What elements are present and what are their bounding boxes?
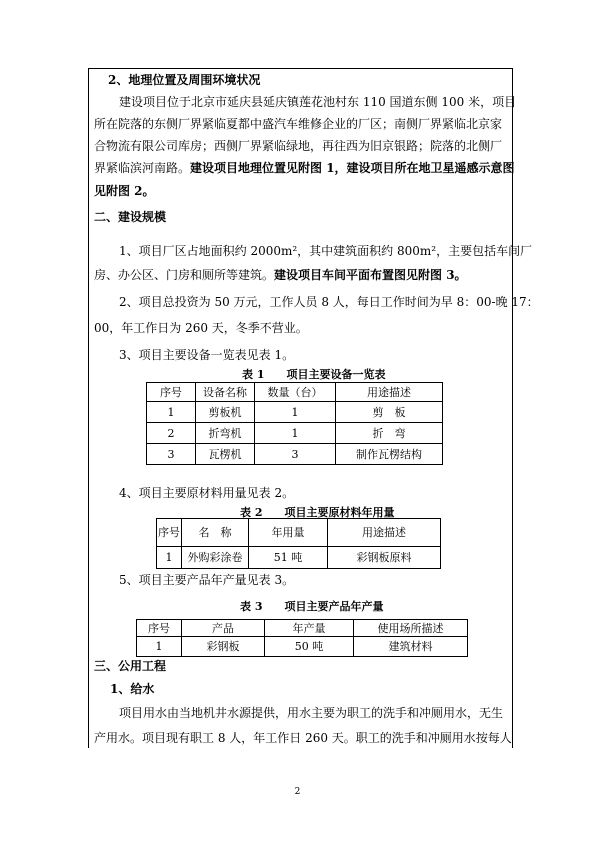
section-heading-scale: 二、建设规模 [94, 210, 167, 224]
section-heading-geo: 2、地理位置及周围环境状况 [108, 73, 261, 87]
table-cell: 折弯机 [196, 423, 255, 444]
table-cell: 瓦楞机 [196, 444, 255, 465]
paragraph-line [94, 161, 515, 176]
table-cell: 1 [147, 402, 196, 423]
subsection-heading-water: 1、给水 [110, 682, 155, 696]
table-cell: 剪 板 [336, 402, 443, 423]
table-header-cell: 名 称 [182, 519, 249, 547]
table-header-row [147, 383, 443, 402]
table-cell: 1 [157, 547, 182, 569]
table-cell: 折 弯 [336, 423, 443, 444]
table-cell: 1 [255, 402, 336, 423]
paragraph-bold-text: 建设项目车间平面布置图见附图 3。 [274, 268, 467, 282]
paragraph-line: 4、项目主要原材料用量见表 2。 [119, 486, 295, 500]
table-header-cell: 用途描述 [336, 383, 443, 402]
table-caption: 表 1 项目主要设备一览表 [242, 368, 386, 381]
table-row [147, 423, 443, 444]
table-cell: 1 [137, 637, 182, 657]
table-cell: 彩钢板原料 [328, 547, 441, 569]
paragraph-line: 3、项目主要设备一览表见表 1。 [119, 348, 295, 362]
product-table [136, 619, 468, 657]
paragraph-line: 项目用水由当地机井水源提供，用水主要为职工的洗手和冲厕用水，无生 [119, 706, 504, 720]
table-row [157, 547, 441, 569]
paragraph-line: 建设项目位于北京市延庆县延庆镇莲花池村东 110 国道东侧 100 米，项目 [119, 95, 517, 109]
paragraph-line: 所在院落的东侧厂界紧临夏都中盛汽车维修企业的厂区；南侧厂界紧临北京家 [94, 117, 503, 131]
paragraph-text: 房、办公区、门房和厕所等建筑。 [94, 268, 275, 282]
table-header-cell: 使用场所描述 [354, 620, 468, 637]
table-header-row [157, 519, 441, 547]
table-cell: 3 [255, 444, 336, 465]
table-row [147, 402, 443, 423]
table-header-cell: 序号 [137, 620, 182, 637]
paragraph-line: 00，年工作日为 260 天，冬季不营业。 [94, 321, 308, 335]
paragraph-line [94, 268, 467, 283]
table-cell: 彩钢板 [182, 637, 265, 657]
paragraph-line: 合物流有限公司库房；西侧厂界紧临绿地，再往西为旧京银路；院落的北侧厂 [94, 139, 503, 153]
table-header-cell: 设备名称 [196, 383, 255, 402]
equipment-table [146, 382, 443, 465]
table-caption: 表 2 项目主要原材料年用量 [240, 506, 395, 519]
table-row [147, 444, 443, 465]
table-cell: 制作瓦楞结构 [336, 444, 443, 465]
table-header-cell: 用途描述 [328, 519, 441, 547]
table-header-cell: 序号 [157, 519, 182, 547]
table-cell: 50 吨 [265, 637, 354, 657]
table-header-cell: 数量（台） [255, 383, 336, 402]
raw-material-table [156, 518, 441, 569]
table-header-cell: 产品 [182, 620, 265, 637]
table-cell: 2 [147, 423, 196, 444]
table-header-cell: 年产量 [265, 620, 354, 637]
section-heading-public: 三、公用工程 [94, 659, 167, 673]
paragraph-text: 界紧临滨河南路。 [94, 161, 191, 175]
table-header-cell: 年用量 [249, 519, 328, 547]
paragraph-bold-text: 建设项目地理位置见附图 1，建设项目所在地卫星遥感示意图 [190, 161, 515, 175]
table-row [137, 637, 468, 657]
paragraph-line: 1、项目厂区占地面积约 2000m²，其中建筑面积约 800m²，主要包括车间厂 [119, 244, 533, 258]
table-cell: 1 [255, 423, 336, 444]
table-cell: 3 [147, 444, 196, 465]
paragraph-line: 5、项目主要产品年产量见表 3。 [119, 573, 295, 587]
table-cell: 建筑材料 [354, 637, 468, 657]
paragraph-line: 产用水。项目现有职工 8 人，年工作日 260 天。职工的洗手和冲厕用水按每人 [94, 731, 512, 745]
page-number: 2 [294, 787, 301, 797]
table-header-cell: 序号 [147, 383, 196, 402]
table-cell: 51 吨 [249, 547, 328, 569]
paragraph-line: 2、项目总投资为 50 万元，工作人员 8 人，每日工作时间为早 8：00-晚 17： [119, 295, 539, 309]
table-cell: 外购彩涂卷 [182, 547, 249, 569]
table-header-row [137, 620, 468, 637]
table-caption: 表 3 项目主要产品年产量 [240, 600, 384, 613]
paragraph-bold-line: 见附图 2。 [94, 184, 155, 198]
table-cell: 剪板机 [196, 402, 255, 423]
